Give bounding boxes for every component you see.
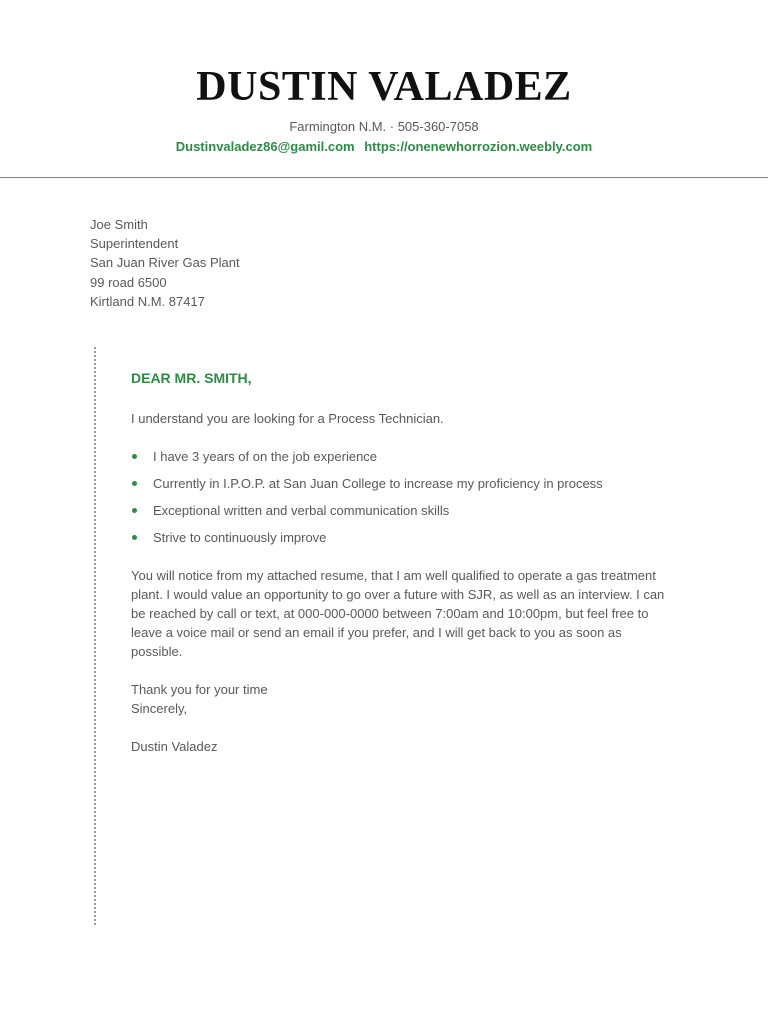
sender-name: DUSTIN VALADEZ <box>196 64 572 110</box>
letter-header <box>0 62 768 156</box>
closing-block <box>131 680 676 718</box>
thanks-line: Thank you for your time <box>131 682 268 697</box>
recipient-name: Joe Smith <box>90 217 148 232</box>
recipient-city: Kirtland N.M. 87417 <box>90 293 205 309</box>
letter-body <box>131 368 676 756</box>
list-item: I have 3 years of on the job experience <box>131 447 676 466</box>
header-divider <box>0 177 768 178</box>
recipient-company: San Juan River Gas Plant <box>90 255 240 271</box>
intro-paragraph: I understand you are looking for a Process Technician. <box>131 411 444 426</box>
bullet-icon <box>132 535 137 540</box>
bullet-icon <box>132 481 137 486</box>
list-item: Currently in I.P.O.P. at San Juan College to increase my proficiency in process <box>131 474 676 493</box>
sender-email-link[interactable]: Dustinvaladez86@gamil.com <box>175 139 355 154</box>
qualifications-list <box>131 447 676 547</box>
bullet-icon <box>132 508 137 513</box>
recipient-street: 99 road 6500 <box>90 274 167 290</box>
sender-contact: Farmington N.M. · 505-360-7058 <box>289 119 479 134</box>
recipient-address <box>90 215 240 311</box>
closing-line: Sincerely, <box>131 701 188 716</box>
body-sidebar-rule <box>94 347 96 925</box>
salutation: DEAR MR. SMITH, <box>131 370 252 386</box>
body-paragraph: You will notice from my attached resume, that I am well qualified to operate a gas treatment plant. I would value an opportunity to go over a future with SJR, as well as an interview. I can be reached by call or text, at 000-000-0000 between 7:00am and 10:00pm, but feel free to leave a voice mail or send an email if you prefer, and I will get back to you as soon as possible. <box>131 568 665 659</box>
list-item: Strive to continuously improve <box>131 528 676 547</box>
sender-website-link[interactable]: https://onenewhorrozion.weebly.com <box>364 139 593 154</box>
recipient-title: Superintendent <box>90 236 179 252</box>
bullet-icon <box>132 454 137 459</box>
list-item: Exceptional written and verbal communication skills <box>131 501 676 520</box>
signature-name: Dustin Valadez <box>131 739 218 754</box>
sender-links <box>0 138 768 156</box>
